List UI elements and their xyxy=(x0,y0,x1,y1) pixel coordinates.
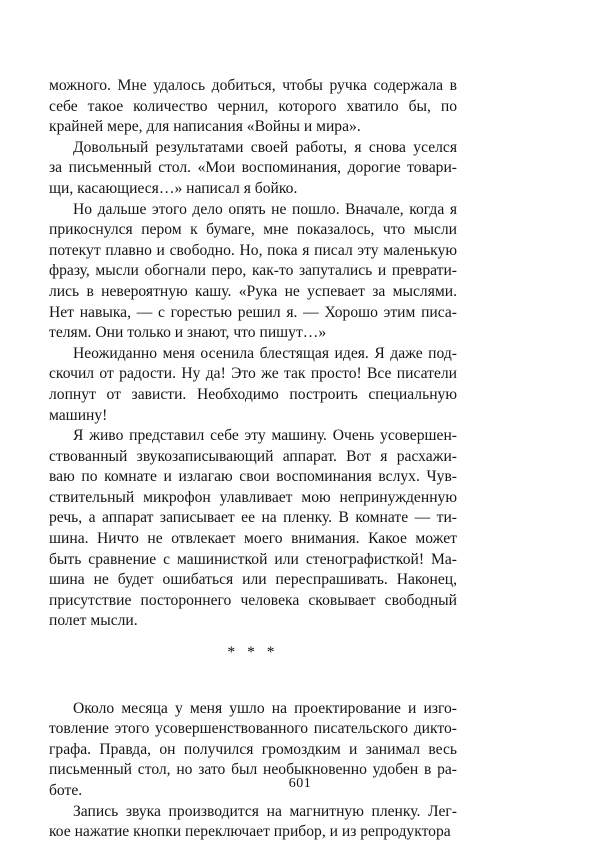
section-gap xyxy=(49,665,457,699)
page-body xyxy=(49,76,457,843)
text-line: себе такое количество чернил, которого хватило бы, по xyxy=(49,97,457,115)
text-line: Около месяца у меня ушло на проектирование и изго- xyxy=(73,699,457,717)
paragraph xyxy=(49,344,457,426)
text-line: боте. xyxy=(49,782,83,799)
text-line: скочил от радости. Ну да! Это же так просто! Все писатели xyxy=(49,365,457,383)
text-line: Запись звука производится на магнитную пленку. Лег- xyxy=(73,802,457,820)
section-separator: * * * xyxy=(227,644,279,662)
text-line: быть сравнение с машинисткой или стенографисткой! Ма- xyxy=(49,550,457,568)
paragraph xyxy=(49,200,457,344)
text-block-top xyxy=(49,76,457,632)
paragraph xyxy=(49,426,457,632)
text-line: Я живо представил себе эту машину. Очень усовершен- xyxy=(73,427,457,445)
text-line: щи, касающиеся…» написал я бойко. xyxy=(49,179,298,197)
text-line: товление этого усовершенствованного писательского дикто- xyxy=(49,720,457,738)
text-line: кое нажатие кнопки переключает прибор, и из репродуктора xyxy=(49,823,451,841)
text-line: потекут плавно и свободно. Но, пока я писал эту маленькую xyxy=(49,241,457,259)
text-line: прикоснулся пером к бумаге, мне показалось, что мысли xyxy=(49,221,457,239)
text-line: шина не будет ошибаться или переспрашивать. Наконец, xyxy=(49,571,457,589)
text-line: письменный стол, но зато был необыкновенно удобен в ра- xyxy=(49,761,457,779)
text-line: полет мысли. xyxy=(49,612,138,630)
text-line: фразу, мысли обогнали перо, как-то запутались и преврати- xyxy=(49,262,457,280)
text-line: речь, а аппарат записывает ее на пленку. В комнате — ти- xyxy=(49,509,457,527)
paragraph xyxy=(49,76,457,138)
text-line: Довольный результатами своей работы, я снова уселся xyxy=(73,138,457,156)
text-line: Неожиданно меня осенила блестящая идея. Я даже под- xyxy=(73,344,457,362)
text-line: за письменный стол. «Мои воспоминания, дорогие товари- xyxy=(49,159,457,177)
paragraph xyxy=(49,138,457,200)
text-line: ствованный звукозаписывающий аппарат. Вот я расхажи- xyxy=(49,447,457,465)
page-number: 601 xyxy=(288,776,312,791)
text-line: лись в невероятную кашу. «Рука не успевает за мыслями. xyxy=(49,282,457,300)
text-line: машину! xyxy=(49,406,108,424)
text-line: графа. Правда, он получился громоздким и занимал весь xyxy=(49,740,457,758)
text-line: ваю по комнате и излагаю свои воспоминания вслух. Чув- xyxy=(49,468,457,486)
text-line: телям. Они только и знают, что пишут…» xyxy=(49,324,327,342)
text-line: присутствие постороннего человека сковывает свободный xyxy=(49,591,457,609)
text-line: лопнут от зависти. Необходимо построить специальную xyxy=(49,385,457,403)
text-block-bottom xyxy=(49,699,457,843)
text-line: Нет навыка, — с горестью решил я. — Хорошо этим писа- xyxy=(49,303,457,321)
text-line: шина. Ничто не отвлекает моего внимания. Какое может xyxy=(49,530,457,548)
text-line: крайней мере, для написания «Войны и мира». xyxy=(49,118,361,136)
paragraph xyxy=(49,802,457,843)
text-line: ствительный микрофон улавливает мою непринужденную xyxy=(49,488,457,506)
text-line: Но дальше этого дело опять не пошло. Вначале, когда я xyxy=(73,200,457,218)
text-line: можного. Мне удалось добиться, чтобы ручка содержала в xyxy=(49,77,457,94)
